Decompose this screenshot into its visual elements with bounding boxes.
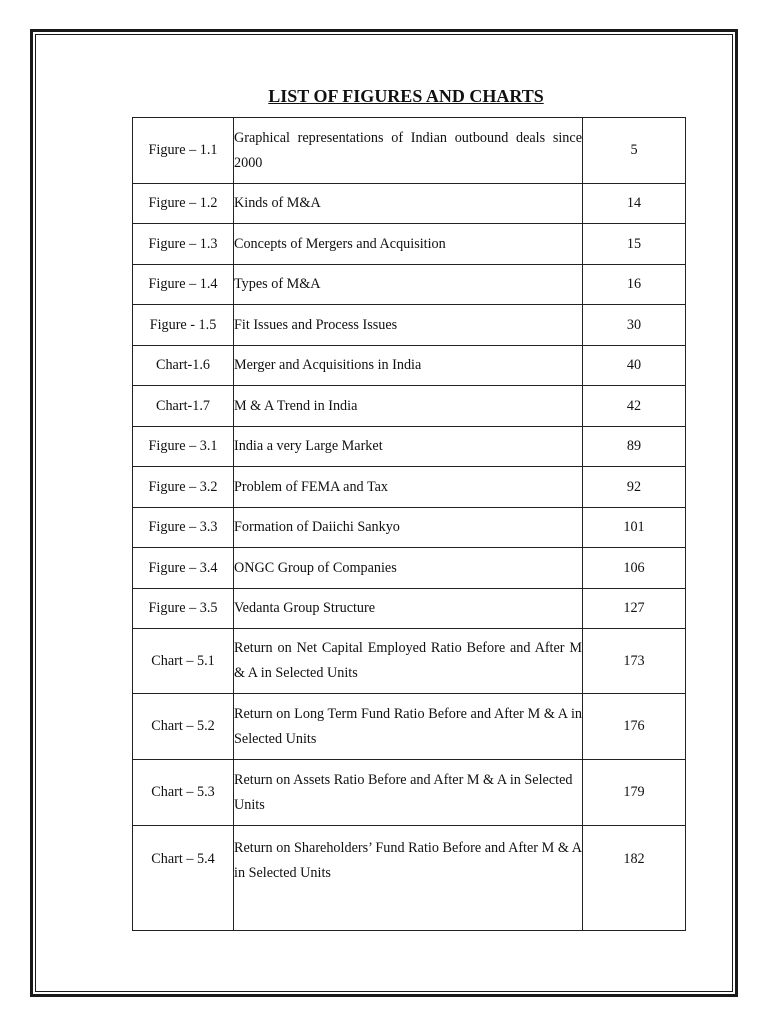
figure-title: Return on Net Capital Employed Ratio Before and After M & A in Selected Units bbox=[234, 629, 583, 694]
page-number: 42 bbox=[583, 386, 686, 427]
figure-label: Chart – 5.4 bbox=[133, 826, 234, 931]
table-row bbox=[133, 224, 686, 265]
page-title: LIST OF FIGURES AND CHARTS bbox=[268, 86, 544, 106]
table-row bbox=[133, 589, 686, 629]
figure-title: Types of M&A bbox=[234, 265, 583, 305]
page-number: 101 bbox=[583, 508, 686, 548]
figure-label: Figure – 3.4 bbox=[133, 548, 234, 589]
figure-label: Figure – 3.5 bbox=[133, 589, 234, 629]
figure-label: Figure – 1.3 bbox=[133, 224, 234, 265]
table-row bbox=[133, 467, 686, 508]
figure-title: Return on Long Term Fund Ratio Before and After M & A in Selected Units bbox=[234, 694, 583, 760]
page-number: 182 bbox=[583, 826, 686, 931]
page-number: 173 bbox=[583, 629, 686, 694]
figure-label: Figure – 1.2 bbox=[133, 184, 234, 224]
figures-table bbox=[132, 117, 686, 931]
table-row bbox=[133, 629, 686, 694]
table-row bbox=[133, 508, 686, 548]
figure-label: Figure – 3.1 bbox=[133, 427, 234, 467]
figure-title: Problem of FEMA and Tax bbox=[234, 467, 583, 508]
table-row bbox=[133, 548, 686, 589]
page-number: 176 bbox=[583, 694, 686, 760]
table-row bbox=[133, 118, 686, 184]
table-row bbox=[133, 694, 686, 760]
page-number: 15 bbox=[583, 224, 686, 265]
figure-label: Figure – 3.3 bbox=[133, 508, 234, 548]
figure-label: Chart-1.6 bbox=[133, 346, 234, 386]
table-row bbox=[133, 427, 686, 467]
page-number: 14 bbox=[583, 184, 686, 224]
figure-label: Figure - 1.5 bbox=[133, 305, 234, 346]
figure-title: Merger and Acquisitions in India bbox=[234, 346, 583, 386]
page-number: 30 bbox=[583, 305, 686, 346]
figure-title: Concepts of Mergers and Acquisition bbox=[234, 224, 583, 265]
page-number: 92 bbox=[583, 467, 686, 508]
table-row bbox=[133, 305, 686, 346]
page-number: 106 bbox=[583, 548, 686, 589]
figure-title: Formation of Daiichi Sankyo bbox=[234, 508, 583, 548]
figure-label: Chart – 5.3 bbox=[133, 760, 234, 826]
page-number: 16 bbox=[583, 265, 686, 305]
page-number: 179 bbox=[583, 760, 686, 826]
figure-title: India a very Large Market bbox=[234, 427, 583, 467]
table-row bbox=[133, 346, 686, 386]
figure-label: Figure – 1.1 bbox=[133, 118, 234, 184]
page-number: 127 bbox=[583, 589, 686, 629]
figure-title: Graphical representations of Indian outbound deals since 2000 bbox=[234, 118, 583, 184]
table-row bbox=[133, 760, 686, 826]
table-row bbox=[133, 184, 686, 224]
figure-label: Figure – 3.2 bbox=[133, 467, 234, 508]
table-row bbox=[133, 386, 686, 427]
figure-title: ONGC Group of Companies bbox=[234, 548, 583, 589]
figure-label: Chart – 5.1 bbox=[133, 629, 234, 694]
figure-label: Chart – 5.2 bbox=[133, 694, 234, 760]
figure-title: Vedanta Group Structure bbox=[234, 589, 583, 629]
figure-label: Figure – 1.4 bbox=[133, 265, 234, 305]
figure-title: Kinds of M&A bbox=[234, 184, 583, 224]
figure-title: Return on Shareholders’ Fund Ratio Before and After M & A in Selected Units bbox=[234, 826, 583, 931]
page-number: 89 bbox=[583, 427, 686, 467]
page-number: 5 bbox=[583, 118, 686, 184]
table-row bbox=[133, 826, 686, 931]
figure-title: M & A Trend in India bbox=[234, 386, 583, 427]
page-number: 40 bbox=[583, 346, 686, 386]
figure-title: Return on Assets Ratio Before and After M & A in Selected Units bbox=[234, 760, 583, 826]
figure-label: Chart-1.7 bbox=[133, 386, 234, 427]
table-row bbox=[133, 265, 686, 305]
figure-title: Fit Issues and Process Issues bbox=[234, 305, 583, 346]
